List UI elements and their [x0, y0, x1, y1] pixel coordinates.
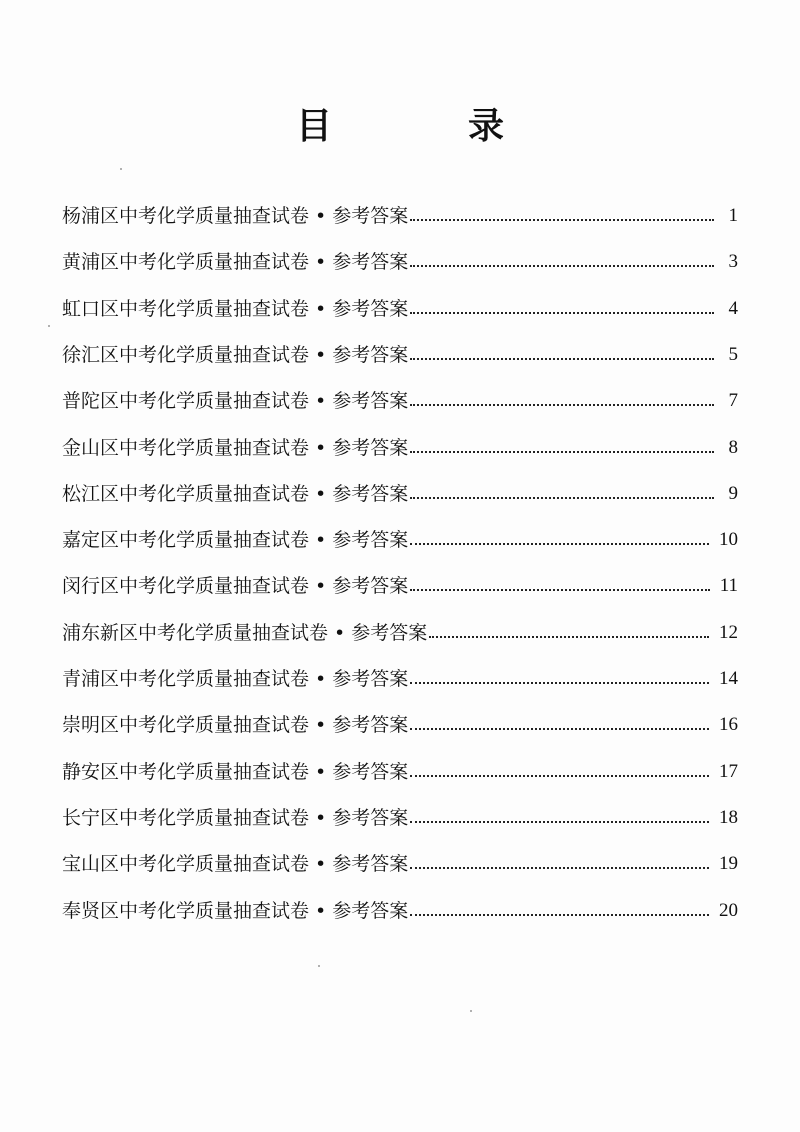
toc-leader-dots — [410, 451, 714, 453]
toc-entry[interactable] — [62, 478, 738, 508]
toc-entry-page-number: 3 — [728, 251, 738, 272]
toc-entry-label: 黄浦区中考化学质量抽查试卷 • 参考答案 — [62, 251, 409, 273]
toc-entry-label: 崇明区中考化学质量抽查试卷 • 参考答案 — [62, 714, 409, 736]
toc-entry[interactable] — [62, 432, 738, 462]
toc-entry-page-number: 9 — [728, 483, 738, 504]
toc-entry[interactable] — [62, 617, 738, 647]
toc-entry[interactable] — [62, 709, 738, 739]
toc-entry[interactable] — [62, 524, 738, 554]
toc-leader-dots — [410, 497, 714, 499]
toc-entry[interactable] — [62, 663, 738, 693]
toc-entry-page-number: 10 — [719, 529, 738, 550]
toc-entry-page-number: 20 — [719, 900, 738, 921]
toc-entry-label: 松江区中考化学质量抽查试卷 • 参考答案 — [62, 483, 409, 505]
toc-leader-dots — [410, 219, 714, 221]
toc-entry[interactable] — [62, 802, 738, 832]
toc-entry-page-number: 7 — [728, 390, 738, 411]
toc-entry-label: 徐汇区中考化学质量抽查试卷 • 参考答案 — [62, 344, 409, 366]
toc-leader-dots — [410, 312, 714, 314]
toc-leader-dots — [410, 728, 709, 730]
toc-entry[interactable] — [62, 246, 738, 276]
toc-entry-page-number: 17 — [719, 761, 738, 782]
toc-entry-page-number: 16 — [719, 714, 738, 735]
toc-entry-page-number: 18 — [719, 807, 738, 828]
toc-entry[interactable] — [62, 570, 738, 600]
scan-speck — [470, 1010, 472, 1012]
toc-entry-label: 宝山区中考化学质量抽查试卷 • 参考答案 — [62, 853, 409, 875]
toc-entry-label: 青浦区中考化学质量抽查试卷 • 参考答案 — [62, 668, 409, 690]
scan-speck — [318, 965, 320, 967]
toc-entry[interactable] — [62, 200, 738, 230]
toc-leader-dots — [410, 589, 709, 591]
toc-entry-label: 金山区中考化学质量抽查试卷 • 参考答案 — [62, 437, 409, 459]
toc-entry-label: 奉贤区中考化学质量抽查试卷 • 参考答案 — [62, 900, 409, 922]
toc-leader-dots — [410, 867, 709, 869]
scan-speck — [48, 325, 50, 327]
toc-leader-dots — [429, 636, 709, 638]
toc-entry-page-number: 11 — [719, 575, 738, 596]
toc-entry-label: 嘉定区中考化学质量抽查试卷 • 参考答案 — [62, 529, 409, 551]
toc-entry-label: 虹口区中考化学质量抽查试卷 • 参考答案 — [62, 298, 409, 320]
toc-entry-label: 浦东新区中考化学质量抽查试卷 • 参考答案 — [62, 622, 428, 644]
toc-entry-label: 杨浦区中考化学质量抽查试卷 • 参考答案 — [62, 205, 409, 227]
scan-speck — [120, 168, 122, 170]
toc-entry-page-number: 1 — [728, 205, 738, 226]
toc-entry[interactable] — [62, 848, 738, 878]
toc-entry-page-number: 5 — [728, 344, 738, 365]
toc-entry[interactable] — [62, 895, 738, 925]
toc-entry-page-number: 8 — [728, 437, 738, 458]
toc-leader-dots — [410, 358, 714, 360]
toc-leader-dots — [410, 682, 709, 684]
toc-entry[interactable] — [62, 339, 738, 369]
toc-entry-page-number: 19 — [719, 853, 738, 874]
toc-entry-label: 长宁区中考化学质量抽查试卷 • 参考答案 — [62, 807, 409, 829]
page-title: 目 录 — [295, 106, 554, 147]
toc-leader-dots — [410, 404, 714, 406]
toc-entry[interactable] — [62, 293, 738, 323]
toc-entry[interactable] — [62, 385, 738, 415]
toc-entry-page-number: 4 — [728, 298, 738, 319]
toc-entry-page-number: 12 — [719, 622, 738, 643]
toc-leader-dots — [410, 914, 709, 916]
toc-entry-label: 闵行区中考化学质量抽查试卷 • 参考答案 — [62, 575, 409, 597]
toc-entry-label: 普陀区中考化学质量抽查试卷 • 参考答案 — [62, 390, 409, 412]
toc-leader-dots — [410, 775, 709, 777]
toc-entry-label: 静安区中考化学质量抽查试卷 • 参考答案 — [62, 761, 409, 783]
toc-entry[interactable] — [62, 756, 738, 786]
toc-leader-dots — [410, 265, 714, 267]
toc-entry-page-number: 14 — [719, 668, 738, 689]
toc-leader-dots — [410, 543, 709, 545]
toc-leader-dots — [410, 821, 709, 823]
